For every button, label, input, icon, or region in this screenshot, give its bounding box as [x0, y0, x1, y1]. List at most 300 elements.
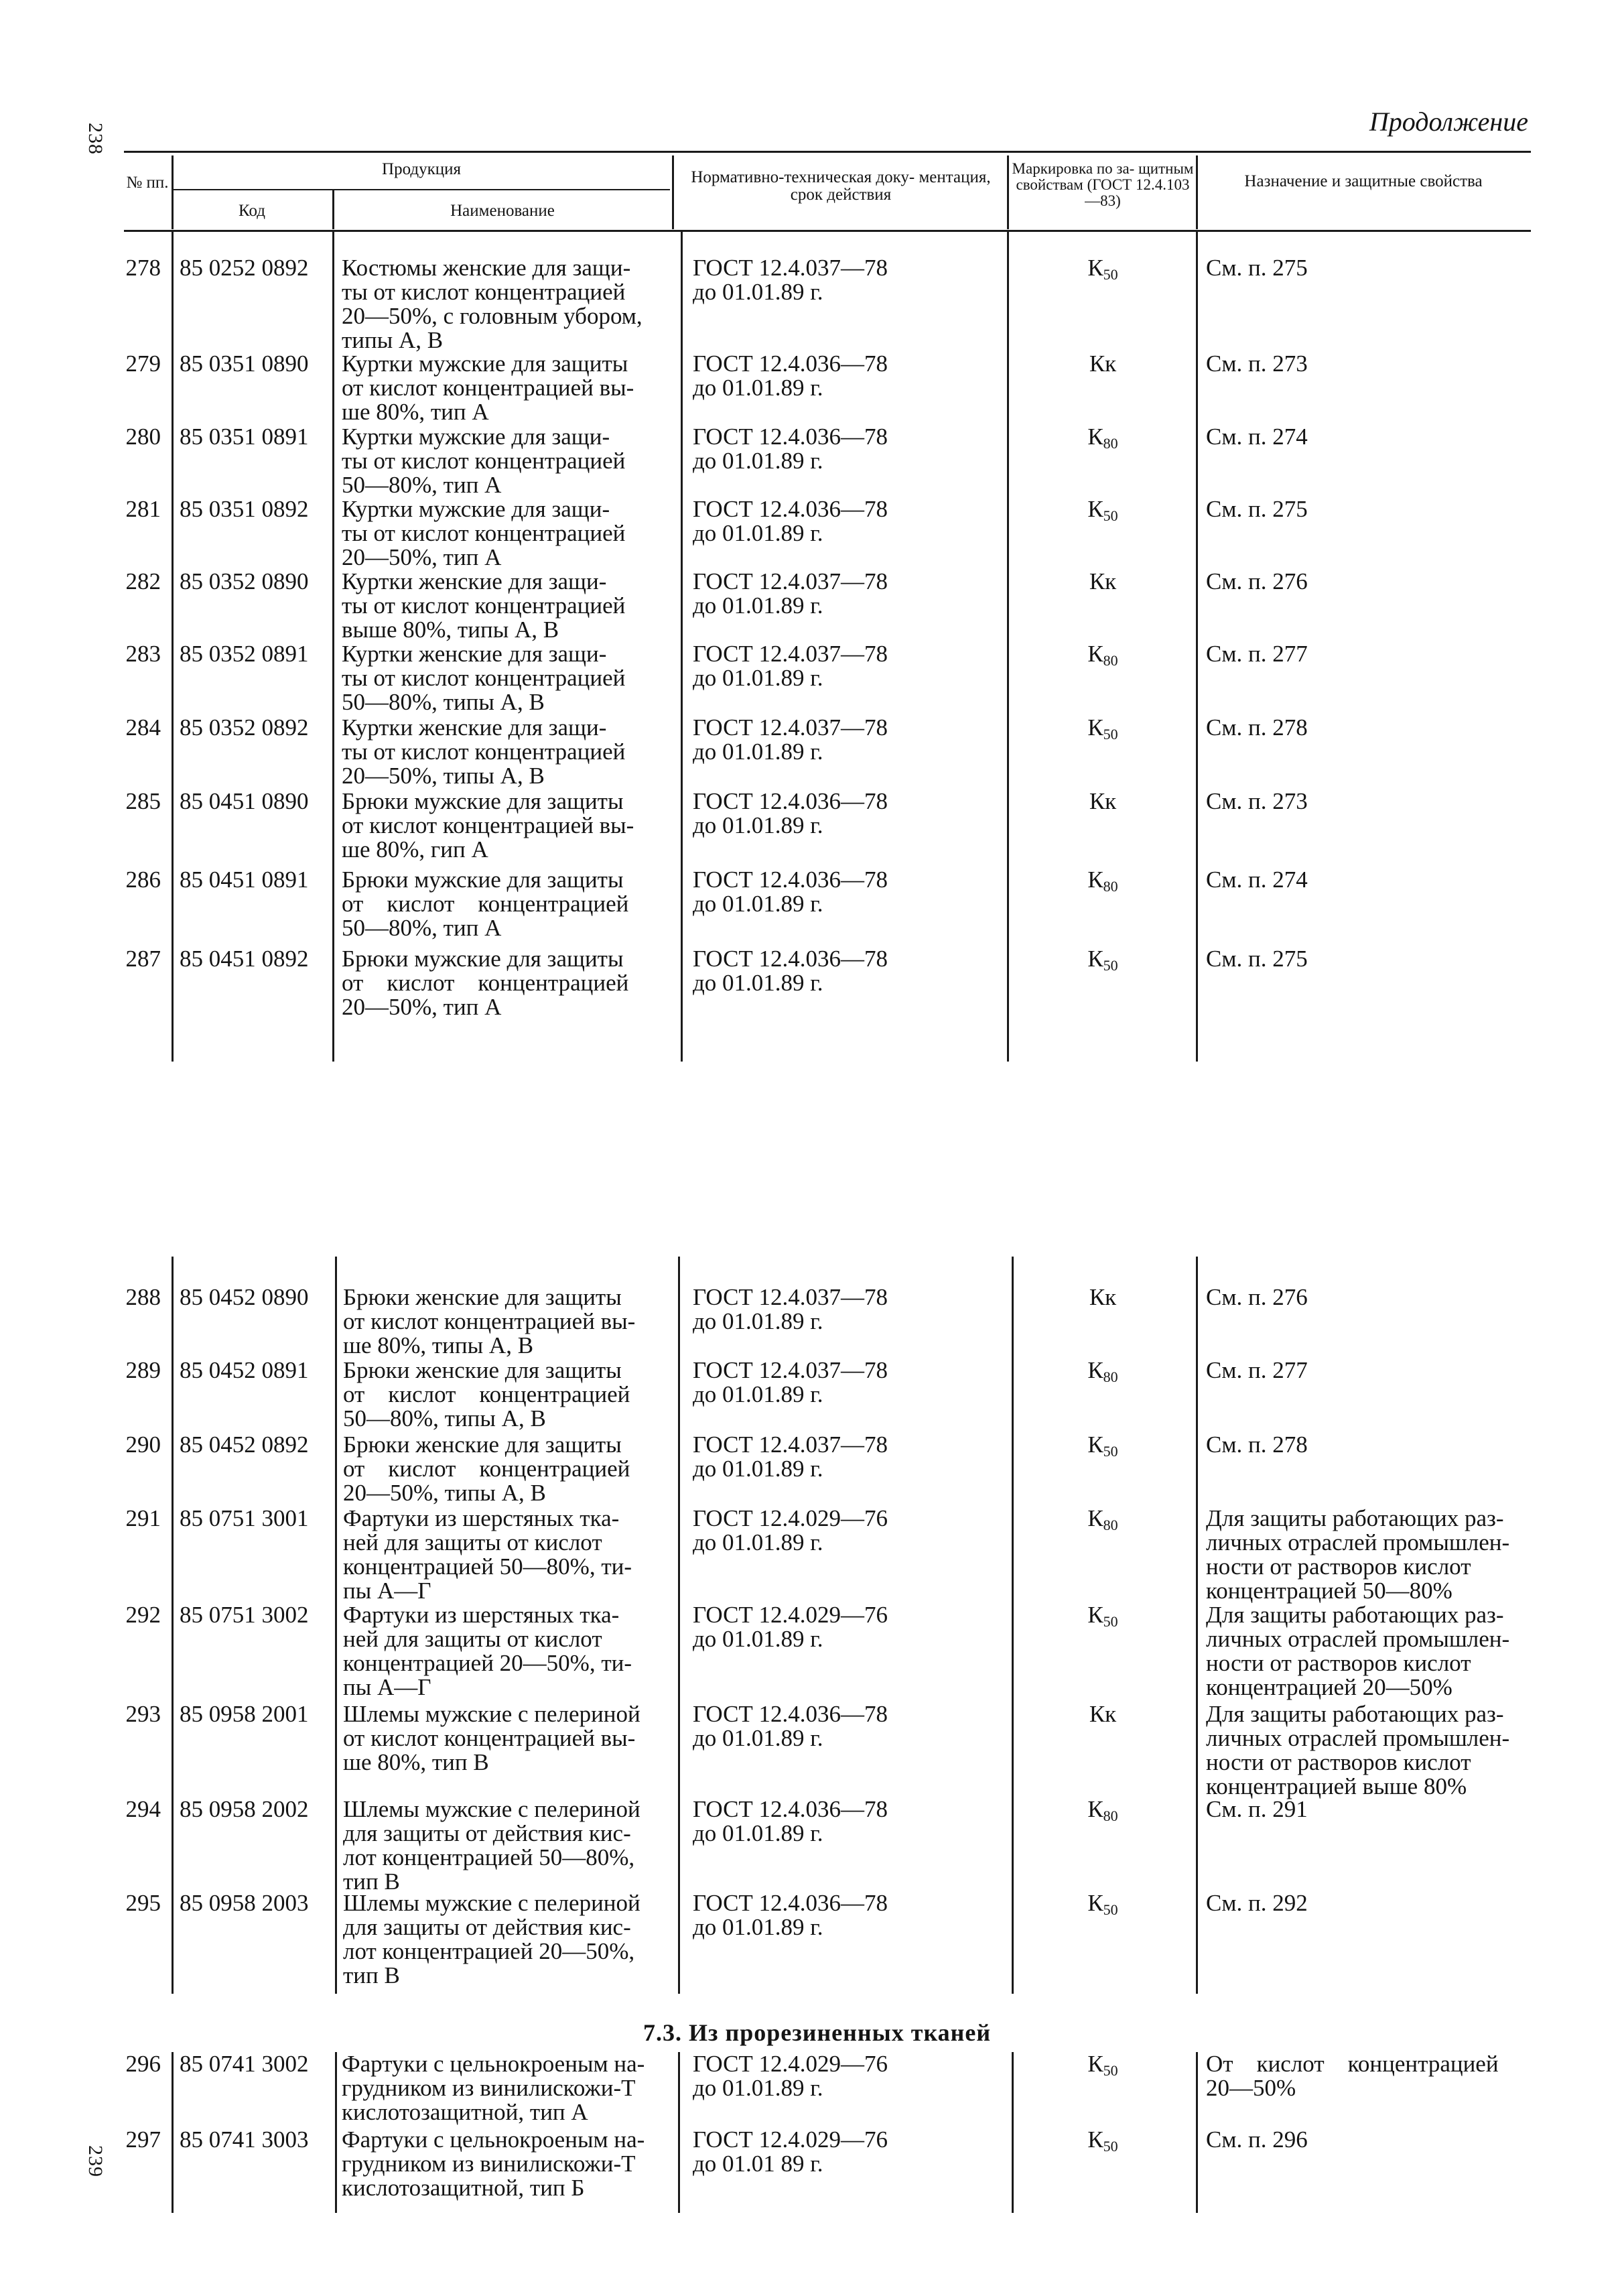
row-purpose-line: 20—50% [1206, 2075, 1296, 2101]
row-purpose-line: См. п. 277 [1206, 1357, 1308, 1383]
row-purpose [1206, 1603, 1509, 1700]
row-purpose-line: См. п. 273 [1206, 788, 1308, 814]
row-number: 279 [125, 350, 161, 377]
row-name [342, 642, 625, 714]
row-purpose-line: ности от растворов кислот [1206, 1650, 1471, 1676]
row-doc-line: ГОСТ 12.4.036—78 [693, 1701, 888, 1727]
row-name [342, 2128, 645, 2200]
row-doc-line: до 01.01.89 г. [693, 1914, 823, 1940]
row-name-line: от кислот концентрацией вы- [342, 375, 634, 401]
row-name-line: пы А—Г [343, 1674, 431, 1700]
row-doc-line: ГОСТ 12.4.037—78 [693, 1284, 888, 1310]
row-purpose-line: См. п. 274 [1206, 424, 1308, 450]
row-purpose-line: См. п. 275 [1206, 496, 1308, 522]
row-name-line: Фартуки из шерстяных тка- [343, 1602, 620, 1628]
row-code: 85 0741 3003 [180, 2126, 309, 2153]
row-doc-line: до 01.01.89 г. [693, 1308, 823, 1334]
row-number: 282 [125, 568, 161, 594]
row-purpose-line: ности от растворов кислот [1206, 1553, 1471, 1580]
row-name-line: 50—80%, типы А, В [342, 689, 545, 715]
row-name [343, 1797, 640, 1894]
row-name-line: Костюмы женские для защи- [342, 255, 631, 281]
header-doc: Нормативно-техническая доку- ментация, срок действия [691, 168, 991, 204]
row-doc [693, 352, 888, 400]
product-sub-rule [173, 189, 670, 190]
row-code: 85 0451 0890 [180, 788, 309, 814]
row-doc-line: до 01.01.89 г. [693, 592, 823, 619]
row-doc-line: до 01.01.89 г. [693, 1725, 823, 1751]
row-name-line: от кислот концентрацией [343, 1456, 630, 1482]
row-number: 293 [125, 1701, 161, 1727]
row-number: 294 [125, 1796, 161, 1822]
row-marking [1056, 1358, 1150, 1389]
row-name [342, 789, 634, 862]
row-doc [693, 497, 888, 546]
row-doc [693, 570, 888, 618]
row-name [342, 570, 625, 642]
row-marking [1056, 570, 1150, 594]
row-name-line: ты от кислот концентрацией [342, 665, 626, 691]
row-doc [693, 789, 888, 838]
marking-base: К [1087, 641, 1103, 667]
header-code: Код [239, 202, 265, 220]
marking-base: Кк [1089, 1701, 1117, 1727]
row-number: 295 [125, 1890, 161, 1916]
row-number: 286 [125, 867, 161, 893]
row-doc-line: до 01.01.89 г. [693, 970, 823, 996]
row-purpose [1206, 2128, 1308, 2152]
row-name-line: лот концентрацией 20—50%, [343, 1938, 635, 1964]
marking-subscript: 50 [1103, 507, 1118, 524]
row-doc-line: до 01.01.89 г. [693, 520, 823, 546]
header-top-rule [124, 151, 1531, 153]
row-purpose-line: личных отраслей промышлен- [1206, 1725, 1510, 1751]
row-code: 85 0351 0892 [180, 496, 309, 522]
row-purpose-line: См. п. 278 [1206, 714, 1308, 741]
col-line-2a [332, 231, 334, 1062]
marking-subscript: 50 [1103, 1901, 1118, 1918]
marking-subscript: 50 [1103, 1613, 1118, 1630]
row-number: 287 [125, 946, 161, 972]
row-code: 85 0958 2001 [180, 1701, 309, 1727]
marking-base: К [1087, 867, 1103, 893]
row-name-line: тип В [343, 1962, 400, 1988]
header-marking: Маркировка по за- щитным свойствам (ГОСТ 12.4.103—83) [1012, 160, 1194, 209]
row-purpose [1206, 2052, 1499, 2100]
row-purpose-line: От кислот концентрацией [1206, 2051, 1499, 2077]
row-doc-line: до 01.01.89 г. [693, 665, 823, 691]
row-purpose [1206, 497, 1308, 521]
row-name [343, 1285, 635, 1358]
row-purpose [1206, 642, 1308, 666]
row-name-line: ней для защиты от кислот [343, 1529, 602, 1555]
row-purpose-line: См. п. 275 [1206, 255, 1308, 281]
row-marking [1056, 497, 1150, 528]
row-number: 280 [125, 424, 161, 450]
col-line-3c [678, 2052, 680, 2213]
row-name [343, 1603, 632, 1700]
row-name [342, 256, 643, 353]
marking-subscript: 80 [1103, 1517, 1118, 1533]
marking-base: К [1087, 255, 1103, 281]
row-name-line: от кислот концентрацией [342, 891, 629, 917]
row-name-line: грудником из винилискожи-Т [342, 2075, 636, 2101]
row-name-line: Брюки женские для защиты [343, 1284, 622, 1310]
row-purpose-line: См. п. 291 [1206, 1796, 1308, 1822]
marking-subscript: 50 [1103, 266, 1118, 283]
row-code: 85 0452 0892 [180, 1431, 309, 1458]
marking-base: Кк [1089, 568, 1117, 594]
row-number: 292 [125, 1602, 161, 1628]
row-code: 85 0452 0891 [180, 1357, 309, 1383]
row-doc [693, 1358, 888, 1407]
row-marking [1056, 256, 1150, 287]
row-number: 285 [125, 788, 161, 814]
row-name-line: 20—50%, тип А [342, 994, 502, 1020]
marking-base: К [1087, 1505, 1103, 1531]
row-marking [1056, 1891, 1150, 1922]
row-doc [693, 868, 888, 916]
marking-base: К [1087, 1890, 1103, 1916]
row-doc-line: до 01.01.89 г. [693, 1529, 823, 1555]
row-name-line: Фартуки с цельнокроеным на- [342, 2126, 645, 2153]
col-line-1c [172, 2052, 174, 2213]
row-doc-line: ГОСТ 12.4.036—78 [693, 867, 888, 893]
row-code: 85 0451 0892 [180, 946, 309, 972]
row-doc-line: ГОСТ 12.4.037—78 [693, 1431, 888, 1458]
row-name-line: Куртки мужские для защи- [342, 496, 610, 522]
marking-base: К [1087, 496, 1103, 522]
row-name [342, 868, 628, 940]
marking-subscript: 80 [1103, 878, 1118, 895]
row-doc-line: до 01.01 89 г. [693, 2151, 823, 2177]
row-name-line: Шлемы мужские с пелериной [343, 1890, 640, 1916]
row-purpose [1206, 425, 1308, 449]
row-name-line: лот концентрацией 50—80%, [343, 1844, 635, 1870]
row-marking [1056, 2052, 1150, 2083]
row-marking [1056, 1433, 1150, 1464]
row-doc-line: до 01.01.89 г. [693, 1381, 823, 1407]
row-name-line: 20—50%, типы А, В [343, 1480, 546, 1506]
col-line-4a [1007, 231, 1009, 1062]
row-name [342, 2052, 645, 2124]
row-number: 278 [125, 255, 161, 281]
row-name-line: Куртки женские для защи- [342, 641, 607, 667]
row-name-line: кислотозащитной, тип Б [342, 2175, 585, 2201]
row-code: 85 0252 0892 [180, 255, 309, 281]
row-name-line: ше 80%, гип А [342, 836, 488, 863]
marking-base: К [1087, 1357, 1103, 1383]
marking-base: К [1087, 946, 1103, 972]
row-purpose [1206, 352, 1308, 376]
marking-subscript: 50 [1103, 2138, 1118, 2155]
row-doc-line: до 01.01.89 г. [693, 1820, 823, 1846]
row-purpose [1206, 1433, 1308, 1457]
row-name-line: ше 80%, тип А [342, 399, 489, 425]
row-marking [1056, 789, 1150, 814]
row-code: 85 0352 0890 [180, 568, 309, 594]
col-line-5c [1196, 2052, 1198, 2213]
row-doc-line: ГОСТ 12.4.037—78 [693, 568, 888, 594]
row-purpose-line: См. п. 273 [1206, 350, 1308, 377]
row-name-line: Куртки женские для защи- [342, 568, 607, 594]
row-code: 85 0741 3002 [180, 2051, 309, 2077]
row-name-line: типы А, В [342, 327, 444, 353]
row-number: 284 [125, 714, 161, 741]
row-doc [693, 1702, 888, 1750]
header-product: Продукция [382, 160, 461, 178]
row-purpose [1206, 256, 1308, 280]
row-code: 85 0351 0890 [180, 350, 309, 377]
row-name-line: тип В [343, 1868, 400, 1895]
row-number: 289 [125, 1357, 161, 1383]
row-purpose [1206, 947, 1308, 971]
row-marking [1056, 642, 1150, 673]
marking-subscript: 50 [1103, 957, 1118, 974]
row-name-line: Брюки мужские для защиты [342, 788, 624, 814]
marking-base: К [1087, 1431, 1103, 1458]
row-doc-line: ГОСТ 12.4.029—76 [693, 2126, 888, 2153]
row-code: 85 0751 3001 [180, 1505, 309, 1531]
row-doc [693, 2128, 888, 2176]
row-code: 85 0352 0892 [180, 714, 309, 741]
marking-base: К [1087, 1796, 1103, 1822]
row-name-line: 50—80%, тип А [342, 915, 502, 941]
row-purpose-line: Для защиты работающих раз- [1206, 1602, 1504, 1628]
col-line-3a [681, 231, 683, 1062]
row-doc-line: до 01.01.89 г. [693, 812, 823, 838]
row-purpose [1206, 1358, 1308, 1383]
row-doc-line: ГОСТ 12.4.029—76 [693, 1602, 888, 1628]
row-purpose-line: ности от растворов кислот [1206, 1749, 1471, 1775]
row-name [343, 1891, 640, 1988]
row-doc-line: до 01.01.89 г. [693, 1456, 823, 1482]
row-name-line: Куртки женские для защи- [342, 714, 607, 741]
marking-base: Кк [1089, 788, 1117, 814]
row-purpose [1206, 789, 1308, 814]
row-name-line: Брюки мужские для защиты [342, 946, 624, 972]
section-title: 7.3. Из прорезиненных тканей [643, 2019, 992, 2046]
col-line-5b [1196, 1257, 1198, 1994]
header-num: № пп. [126, 174, 169, 192]
row-doc [693, 642, 888, 690]
row-name-line: грудником из винилискожи-Т [342, 2151, 636, 2177]
marking-subscript: 50 [1103, 726, 1118, 743]
row-marking [1056, 352, 1150, 376]
row-name-line: Брюки мужские для защиты [342, 867, 624, 893]
row-number: 283 [125, 641, 161, 667]
row-marking [1056, 1797, 1150, 1828]
row-name-line: пы А—Г [343, 1578, 431, 1604]
row-doc-line: до 01.01.89 г. [693, 375, 823, 401]
row-purpose-line: Для защиты работающих раз- [1206, 1505, 1504, 1531]
row-doc [693, 1433, 888, 1481]
marking-subscript: 50 [1103, 2062, 1118, 2079]
row-purpose-line: личных отраслей промышлен- [1206, 1626, 1510, 1652]
row-name-line: Фартуки с цельнокроеным на- [342, 2051, 645, 2077]
row-name-line: 20—50%, с головным убором, [342, 303, 643, 329]
page-number-top: 238 [84, 123, 107, 155]
row-name-line: Куртки мужские для защи- [342, 424, 610, 450]
marking-subscript: 50 [1103, 1443, 1118, 1460]
row-name-line: ты от кислот концентрацией [342, 739, 626, 765]
row-doc-line: до 01.01.89 г. [693, 739, 823, 765]
row-name-line: от кислот концентрацией [343, 1381, 630, 1407]
header-name: Наименование [450, 202, 555, 220]
marking-base: К [1087, 2051, 1103, 2077]
row-purpose-line: Для защиты работающих раз- [1206, 1701, 1504, 1727]
col-line-4b [1012, 1257, 1014, 1994]
header-sep-5 [1196, 155, 1198, 229]
row-doc [693, 425, 888, 473]
col-line-5a [1196, 231, 1198, 1062]
row-name-line: ней для защиты от кислот [343, 1626, 602, 1652]
row-purpose [1206, 1891, 1308, 1915]
row-doc-line: до 01.01.89 г. [693, 2075, 823, 2101]
row-doc-line: ГОСТ 12.4.036—78 [693, 350, 888, 377]
row-marking [1056, 425, 1150, 456]
row-number: 291 [125, 1505, 161, 1531]
row-purpose [1206, 1797, 1308, 1822]
row-doc-line: ГОСТ 12.4.029—76 [693, 1505, 888, 1531]
row-name-line: от кислот концентрацией [342, 970, 629, 996]
col-line-1a [172, 231, 174, 1062]
row-name [342, 716, 625, 788]
row-marking [1056, 2128, 1150, 2159]
marking-subscript: 80 [1103, 1807, 1118, 1824]
page-number-bottom: 239 [84, 2145, 107, 2177]
row-doc [693, 256, 888, 304]
row-doc-line: ГОСТ 12.4.037—78 [693, 714, 888, 741]
row-doc-line: ГОСТ 12.4.036—78 [693, 788, 888, 814]
row-name-line: Шлемы мужские с пелериной [343, 1796, 640, 1822]
row-doc [693, 2052, 888, 2100]
row-purpose-line: См. п. 276 [1206, 1284, 1308, 1310]
col-line-4c [1012, 2052, 1014, 2213]
row-purpose [1206, 868, 1308, 892]
col-line-3b [678, 1257, 680, 1994]
row-doc [693, 716, 888, 764]
row-name [342, 947, 628, 1019]
row-name-line: Куртки мужские для защиты [342, 350, 628, 377]
row-name-line: ты от кислот концентрацией [342, 448, 626, 474]
marking-base: К [1087, 1602, 1103, 1628]
row-name-line: ше 80%, тип В [343, 1749, 489, 1775]
row-purpose [1206, 1507, 1509, 1603]
row-doc-line: ГОСТ 12.4.036—78 [693, 1796, 888, 1822]
row-doc-line: ГОСТ 12.4.036—78 [693, 424, 888, 450]
marking-base: К [1087, 424, 1103, 450]
row-purpose-line: См. п. 278 [1206, 1431, 1308, 1458]
row-marking [1056, 716, 1150, 747]
row-name-line: Брюки женские для защиты [343, 1431, 622, 1458]
row-number: 290 [125, 1431, 161, 1458]
marking-base: Кк [1089, 350, 1117, 377]
col-line-2c [335, 2052, 337, 2213]
row-purpose-line: См. п. 277 [1206, 641, 1308, 667]
row-code: 85 0451 0891 [180, 867, 309, 893]
row-name-line: Брюки женские для защиты [343, 1357, 622, 1383]
row-name-line: концентрацией 20—50%, ти- [343, 1650, 632, 1676]
marking-subscript: 80 [1103, 435, 1118, 452]
marking-subscript: 80 [1103, 652, 1118, 669]
row-purpose-line: личных отраслей промышлен- [1206, 1529, 1510, 1555]
row-code: 85 0958 2003 [180, 1890, 309, 1916]
row-name-line: для защиты от действия кис- [343, 1914, 631, 1940]
row-name [342, 497, 625, 570]
row-name-line: ты от кислот концентрацией [342, 592, 626, 619]
row-doc-line: ГОСТ 12.4.037—78 [693, 255, 888, 281]
row-name-line: концентрацией 50—80%, ти- [343, 1553, 632, 1580]
row-doc-line: до 01.01.89 г. [693, 891, 823, 917]
row-marking [1056, 868, 1150, 899]
row-doc [693, 1603, 888, 1651]
row-name-line: от кислот концентрацией вы- [343, 1308, 636, 1334]
row-doc [693, 1797, 888, 1846]
row-name-line: ты от кислот концентрацией [342, 520, 626, 546]
row-name-line: 20—50%, тип А [342, 544, 502, 570]
row-code: 85 0452 0890 [180, 1284, 309, 1310]
row-doc [693, 1285, 888, 1334]
row-number: 288 [125, 1284, 161, 1310]
row-code: 85 0958 2002 [180, 1796, 309, 1822]
header-purpose: Назначение и защитные свойства [1244, 172, 1483, 190]
marking-base: К [1087, 2126, 1103, 2153]
marking-base: Кк [1089, 1284, 1117, 1310]
row-doc-line: ГОСТ 12.4.036—78 [693, 1890, 888, 1916]
row-code: 85 0352 0891 [180, 641, 309, 667]
row-name-line: от кислот концентрацией вы- [342, 812, 634, 838]
row-doc-line: ГОСТ 12.4.029—76 [693, 2051, 888, 2077]
row-doc-line: ГОСТ 12.4.037—78 [693, 1357, 888, 1383]
row-purpose-line: См. п. 274 [1206, 867, 1308, 893]
row-name-line: 50—80%, типы А, В [343, 1405, 546, 1431]
row-marking [1056, 1507, 1150, 1537]
row-name-line: Фартуки из шерстяных тка- [343, 1505, 620, 1531]
header-bottom-rule [124, 230, 1531, 232]
row-doc-line: до 01.01.89 г. [693, 279, 823, 305]
row-purpose-line: концентрацией выше 80% [1206, 1773, 1467, 1799]
row-name-line: 20—50%, типы А, В [342, 763, 545, 789]
row-purpose-line: См. п. 275 [1206, 946, 1308, 972]
row-purpose-line: См. п. 292 [1206, 1890, 1308, 1916]
row-doc-line: до 01.01.89 г. [693, 448, 823, 474]
row-purpose [1206, 1285, 1308, 1310]
row-code: 85 0351 0891 [180, 424, 309, 450]
row-name-line: для защиты от действия кис- [343, 1820, 631, 1846]
marking-subscript: 80 [1103, 1368, 1118, 1385]
row-name-line: ты от кислот концентрацией [342, 279, 626, 305]
row-name [343, 1358, 630, 1431]
row-doc-line: до 01.01.89 г. [693, 1626, 823, 1652]
header-sep-3 [672, 155, 674, 229]
row-doc-line: ГОСТ 12.4.037—78 [693, 641, 888, 667]
row-name [342, 425, 625, 497]
marking-base: К [1087, 714, 1103, 741]
row-number: 297 [125, 2126, 161, 2153]
row-name [343, 1433, 630, 1505]
col-line-1b [172, 1257, 174, 1994]
header-sep-4 [1007, 155, 1009, 229]
row-name [342, 352, 634, 424]
row-name [343, 1507, 632, 1603]
row-number: 281 [125, 496, 161, 522]
row-marking [1056, 1603, 1150, 1634]
row-purpose-line: См. п. 296 [1206, 2126, 1308, 2153]
row-doc [693, 947, 888, 995]
row-doc-line: ГОСТ 12.4.036—78 [693, 946, 888, 972]
row-name-line: Шлемы мужские с пелериной [343, 1701, 640, 1727]
